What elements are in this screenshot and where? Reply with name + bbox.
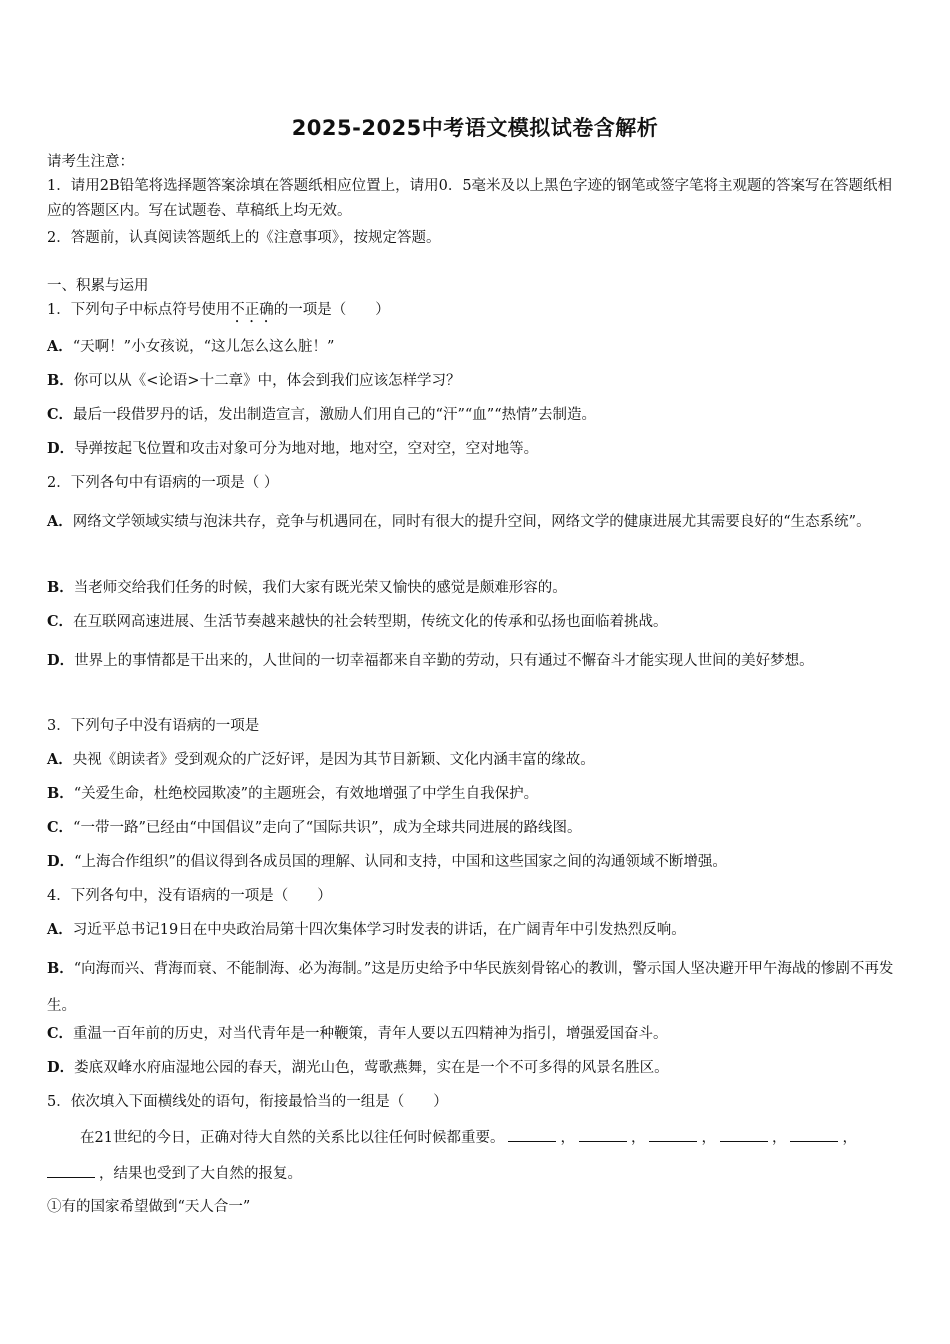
question-3-option-b	[47, 784, 538, 804]
question-3-option-d	[47, 852, 727, 872]
option-text: 世界上的事情都是干出来的，人世间的一切幸福都来自辛勤的劳动，只有通过不懈奋斗才能实现人世间的美好梦想。	[74, 653, 814, 669]
blank-separator: ，	[842, 1130, 857, 1146]
option-label: C．	[47, 819, 74, 836]
question-4-option-d	[47, 1058, 669, 1078]
notice-item-2: 2．答题前，认真阅读答题纸上的《注意事项》，按规定答题。	[47, 230, 441, 246]
question-1-stem	[47, 300, 390, 326]
option-label: B．	[47, 372, 74, 389]
option-label: A．	[47, 921, 73, 938]
fill-blank-4	[720, 1127, 768, 1142]
option-label: D．	[47, 652, 75, 669]
blank-separator: ，	[771, 1130, 787, 1146]
option-label: B．	[47, 785, 74, 802]
option-text: 网络文学领域实绩与泡沫共存，竞争与机遇同在，同时有很大的提升空间，网络文学的健康进展尤其需要良好的“生态系统”。	[72, 514, 871, 530]
notice-item-1: 1．请用2B铅笔将选择题答案涂填在答题纸相应位置上，请用0．5毫米及以上黑色字迹的钢笔或签字笔将主观题的答案写在答题纸相应的答题区内。写在试题卷、草稿纸上均无效。	[47, 178, 893, 219]
option-label: C．	[47, 1025, 74, 1042]
question-2-option-c	[47, 612, 668, 632]
option-label: A．	[47, 338, 73, 355]
question-5-passage-line-2	[47, 1163, 302, 1184]
blank-separator: ，	[560, 1130, 575, 1146]
option-text: 在互联网高速进展、生活节奏越来越快的社会转型期，传统文化的传承和弘扬也面临着挑战。	[73, 614, 668, 630]
option-text: 当老师交给我们任务的时候，我们大家有既光荣又愉快的感觉是颇难形容的。	[73, 580, 567, 596]
fill-blank-6	[47, 1163, 95, 1178]
question-5-choice-1: ①有的国家希望做到“天人合一”	[47, 1199, 251, 1215]
section-heading: 一、积累与运用	[47, 278, 149, 294]
option-label: B．	[47, 960, 74, 977]
blank-separator: ，	[701, 1130, 716, 1146]
fill-blank-2	[579, 1127, 627, 1142]
question-1-option-c	[47, 405, 596, 425]
question-4-option-a	[47, 920, 686, 940]
option-text: “一带一路”已经由“中国倡议”走向了“国际共识”，成为全球共同进展的路线图。	[73, 820, 582, 836]
option-text: 重温一百年前的历史，对当代青年是一种鞭策，青年人要以五四精神为指引，增强爱国奋斗。	[73, 1026, 668, 1042]
question-4-option-c	[47, 1024, 668, 1044]
option-label: D．	[47, 1059, 75, 1076]
question-1-emphasis: 不正确	[230, 302, 274, 318]
question-1-option-d	[47, 439, 538, 459]
blank-separator: ，	[630, 1130, 646, 1146]
question-3-option-c	[47, 818, 582, 838]
option-text: 你可以从《<论语>十二章》中，体会到我们应该怎样学习？	[73, 373, 461, 389]
question-1-stem-tail: 的一项是（ ）	[273, 302, 390, 318]
option-label: B．	[47, 579, 74, 596]
fill-blank-3	[649, 1127, 697, 1142]
question-5-passage-line-1	[80, 1127, 857, 1148]
option-text: 习近平总书记19日在中央政治局第十四次集体学习时发表的讲话，在广阔青年中引发热烈反响。	[72, 922, 686, 938]
option-label: A．	[47, 751, 73, 768]
option-text: 央视《朗读者》受到观众的广泛好评，是因为其节目新颖、文化内涵丰富的缘故。	[72, 752, 595, 768]
fill-blank-1	[508, 1127, 556, 1142]
question-1-stem-text: 1．下列句子中标点符号使用	[47, 302, 231, 318]
notice-heading: 请考生注意：	[47, 154, 134, 170]
option-text: “向海而兴、背海而衰、不能制海、必为海制。”这是历史给予中华民族刻骨铭心的教训，警示国人坚决避开甲午海战的惨剧不再发生。	[47, 961, 894, 1014]
page-title: 2025-2025中考语文模拟试卷含解析	[291, 116, 659, 140]
option-text: “上海合作组织”的倡议得到各成员国的理解、认同和支持，中国和这些国家之间的沟通领域不断增强。	[74, 854, 727, 870]
option-text: “天啊！”小女孩说，“这儿怎么这么脏！”	[72, 339, 335, 355]
question-1-option-b	[47, 371, 461, 391]
option-text: 最后一段借罗丹的话，发出制造宣言，激励人们用自己的“汗”“血”“热情”去制造。	[73, 407, 597, 423]
question-2-stem: 2．下列各句中有语病的一项是（ ）	[47, 475, 279, 491]
option-label: A．	[47, 513, 73, 530]
question-3-stem: 3．下列句子中没有语病的一项是	[47, 718, 260, 734]
fill-blank-5	[790, 1127, 838, 1142]
option-label: D．	[47, 440, 75, 457]
passage-text: 在21世纪的今日，正确对待大自然的关系比以往任何时候都重要。	[80, 1130, 505, 1146]
question-1-option-a	[47, 337, 334, 357]
option-text: “关爱生命，杜绝校园欺凌”的主题班会，有效地增强了中学生自我保护。	[73, 786, 539, 802]
question-4-option-b	[47, 950, 897, 1025]
question-4-stem: 4．下列各句中，没有语病的一项是（ ）	[47, 888, 332, 904]
passage-text: ，结果也受到了大自然的报复。	[99, 1166, 302, 1182]
option-label: D．	[47, 853, 75, 870]
question-2-option-a	[47, 503, 897, 541]
question-3-option-a	[47, 750, 595, 770]
option-text: 导弹按起飞位置和攻击对象可分为地对地，地对空，空对空，空对地等。	[74, 441, 539, 457]
question-2-option-b	[47, 578, 567, 598]
option-label: C．	[47, 406, 74, 423]
option-label: C．	[47, 613, 74, 630]
question-2-option-d	[47, 642, 897, 680]
question-5-stem: 5．依次填入下面横线处的语句，衔接最恰当的一组是（ ）	[47, 1094, 448, 1110]
option-text: 娄底双峰水府庙湿地公园的春天，湖光山色，莺歌燕舞，实在是一个不可多得的风景名胜区。	[74, 1060, 669, 1076]
